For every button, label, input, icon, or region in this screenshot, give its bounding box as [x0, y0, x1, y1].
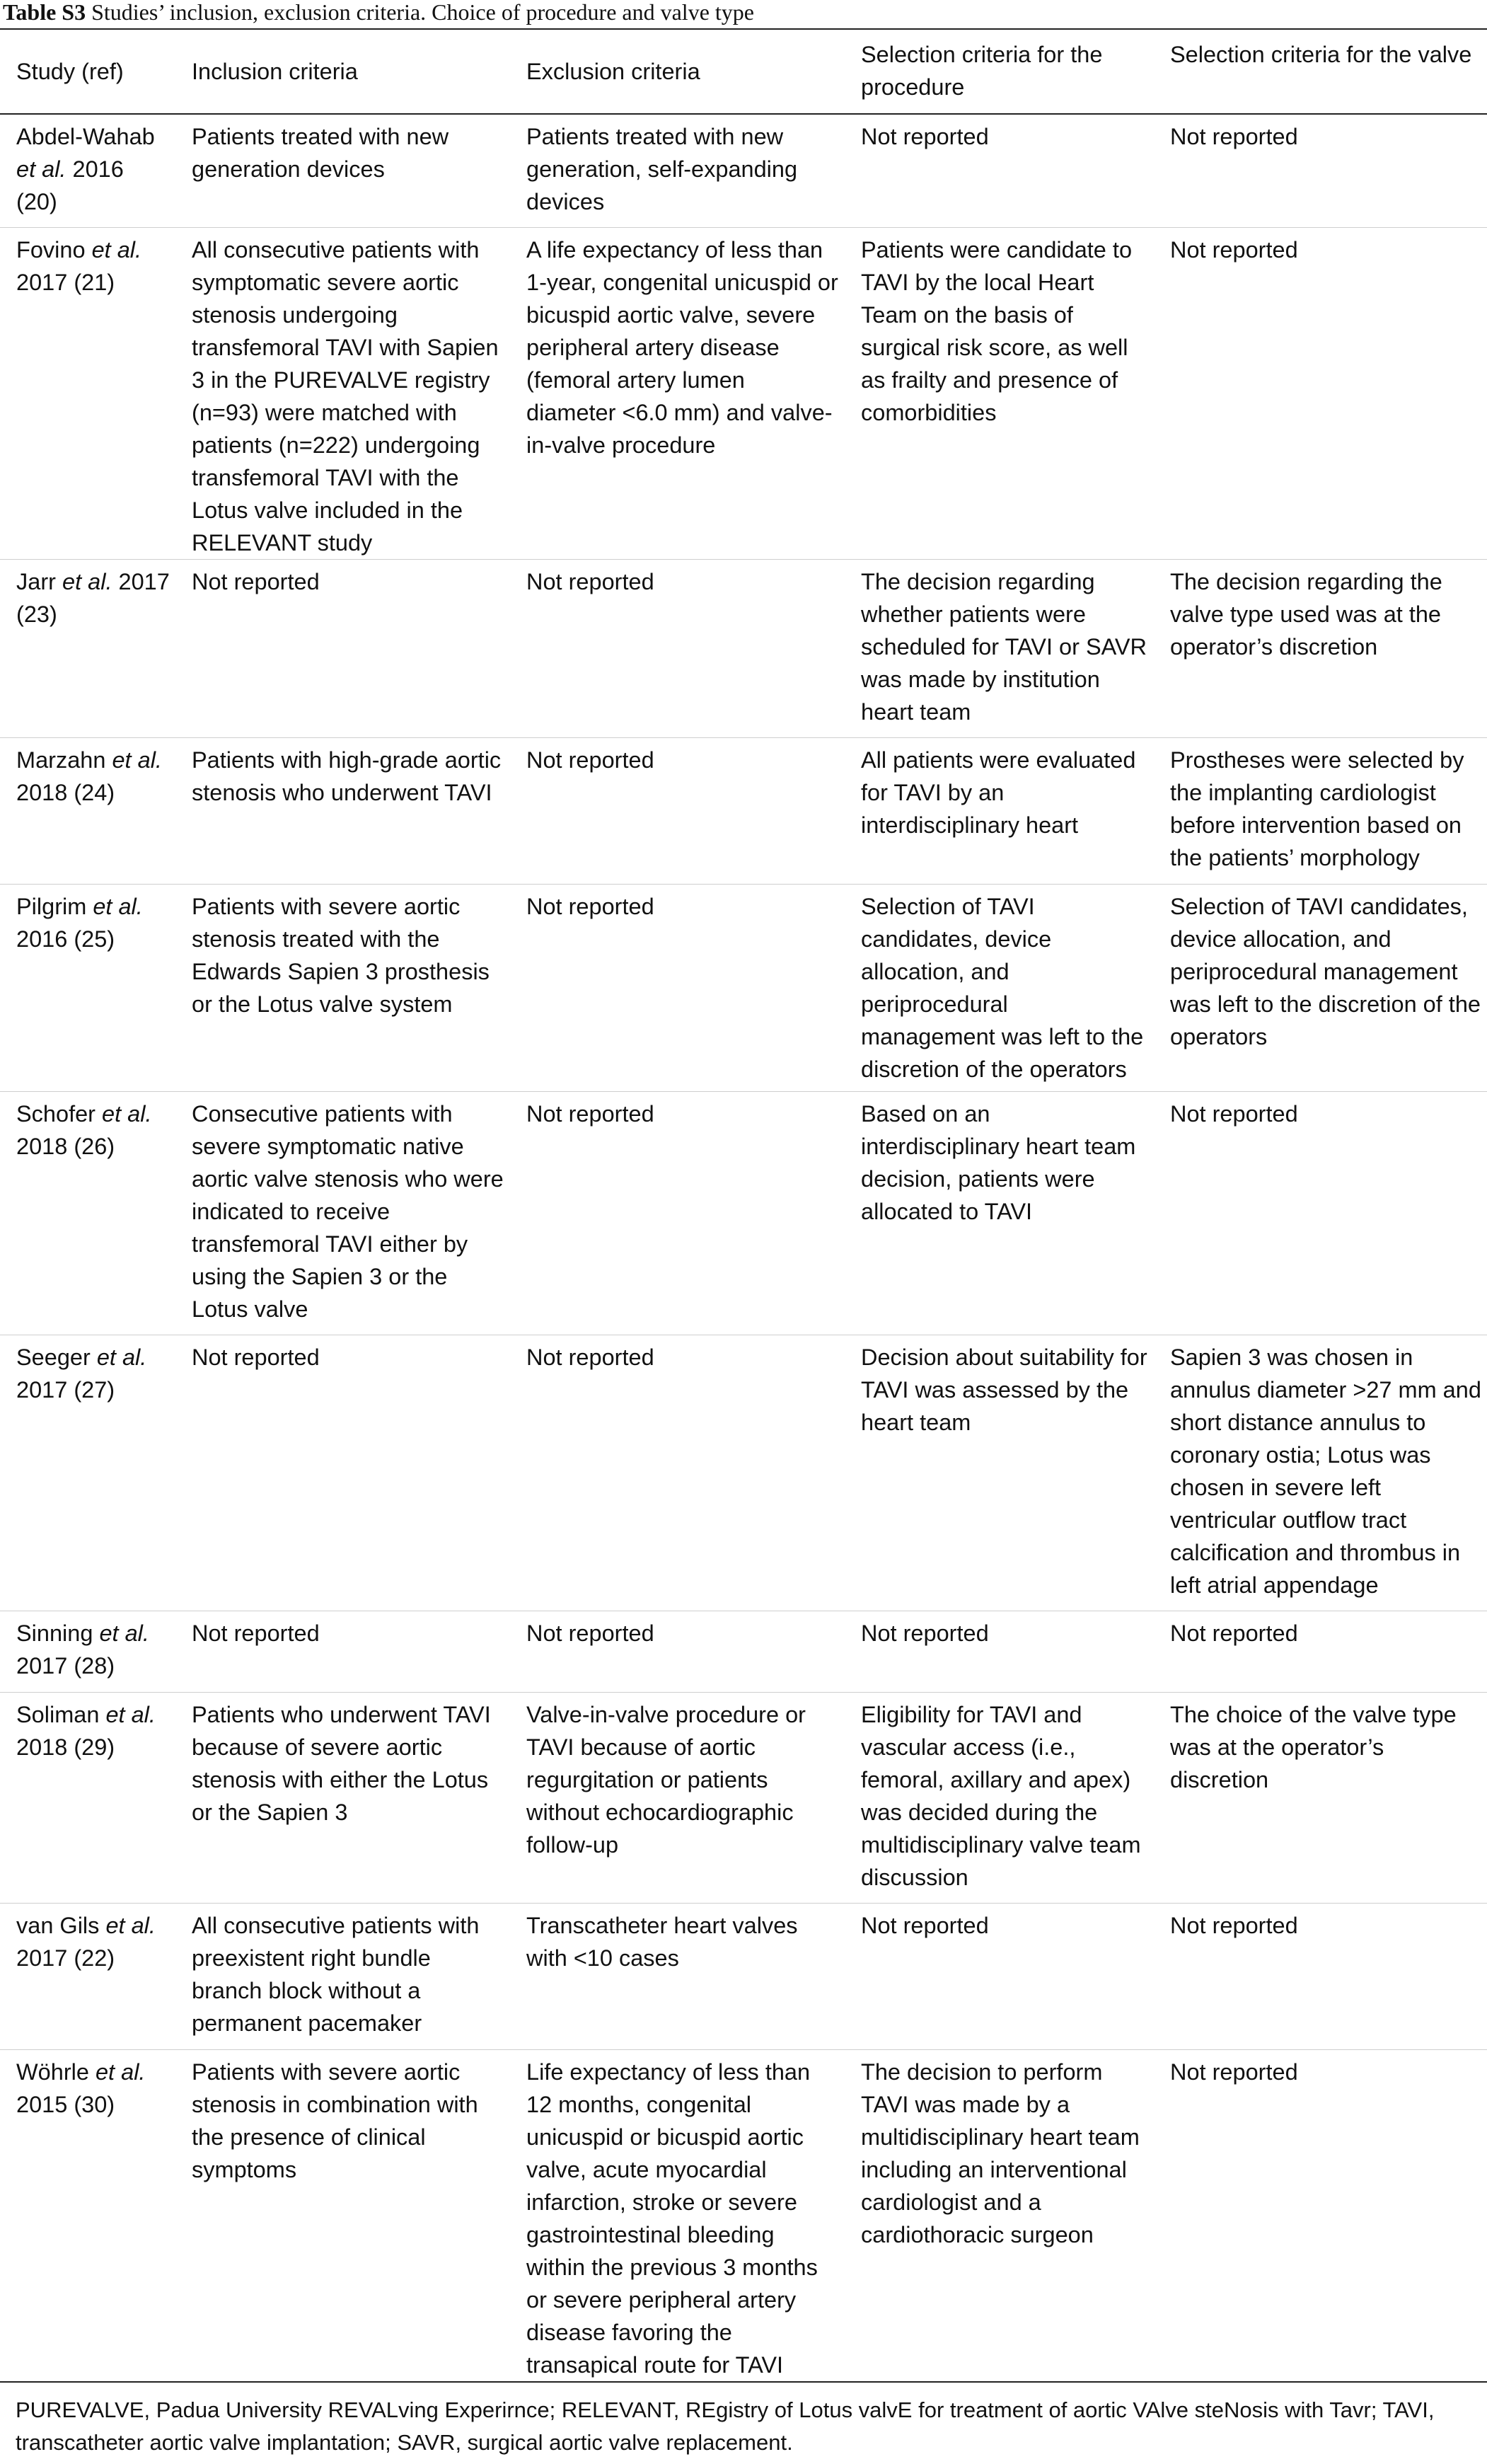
header-procedure: Selection criteria for the procedure: [845, 29, 1154, 114]
table-row: [0, 737, 1487, 884]
cell-inclusion: Not reported: [175, 1611, 510, 1692]
cell-study: [0, 559, 175, 737]
cell-valve: Selection of TAVI candidates, device allocation, and periprocedural management was left to the discretion of the operators: [1154, 884, 1487, 1091]
study-author: Abdel-Wahab: [16, 124, 155, 149]
study-author: Wöhrle: [16, 2059, 89, 2085]
cell-study: [0, 1903, 175, 2049]
study-et-al: et al.: [91, 236, 142, 263]
cell-procedure: Decision about suitability for TAVI was assessed by the heart team: [845, 1335, 1154, 1611]
study-year-ref: 2018 (24): [16, 779, 115, 805]
study-year-ref: 2018 (26): [16, 1133, 115, 1159]
cell-valve: Not reported: [1154, 2049, 1487, 2382]
study-year-ref: 2015 (30): [16, 2091, 115, 2117]
study-et-al: et al.: [102, 1100, 152, 1127]
cell-procedure: Eligibility for TAVI and vascular access (i.e., femoral, axillary and apex) was decided during the multidisciplinary valve team discussion: [845, 1692, 1154, 1903]
cell-valve: Not reported: [1154, 227, 1487, 559]
cell-exclusion: Transcatheter heart valves with <10 cases: [510, 1903, 845, 2049]
study-et-al: et al.: [93, 893, 143, 919]
cell-exclusion: Valve-in-valve procedure or TAVI because of aortic regurgitation or patients without echocardiographic follow-up: [510, 1692, 845, 1903]
header-exclusion: Exclusion criteria: [510, 29, 845, 114]
cell-procedure: Not reported: [845, 1611, 1154, 1692]
cell-valve: The decision regarding the valve type used was at the operator’s discretion: [1154, 559, 1487, 737]
cell-study: [0, 1611, 175, 1692]
study-year-ref: 2017 (28): [16, 1652, 115, 1679]
study-et-al: et al.: [105, 1912, 156, 1938]
study-et-al: et al.: [105, 1701, 156, 1727]
cell-exclusion: Not reported: [510, 884, 845, 1091]
cell-study: [0, 1692, 175, 1903]
table-row: [0, 1611, 1487, 1692]
cell-valve: Not reported: [1154, 1903, 1487, 2049]
study-author: van Gils: [16, 1912, 100, 1938]
cell-valve: Prostheses were selected by the implanting cardiologist before intervention based on the patients’ morphology: [1154, 737, 1487, 884]
study-et-al: et al.: [62, 568, 112, 594]
cell-procedure: The decision to perform TAVI was made by a multidisciplinary heart team including an interventional cardiologist and a cardiothoracic surgeon: [845, 2049, 1154, 2382]
cell-inclusion: Patients with high-grade aortic stenosis who underwent TAVI: [175, 737, 510, 884]
cell-inclusion: Consecutive patients with severe symptomatic native aortic valve stenosis who were indicated to receive transfemoral TAVI either by using the Sapien 3 or the Lotus valve: [175, 1091, 510, 1335]
cell-procedure: All patients were evaluated for TAVI by an interdisciplinary heart: [845, 737, 1154, 884]
study-year-ref: 2016 (20): [16, 156, 124, 214]
study-author: Schofer: [16, 1100, 96, 1127]
cell-exclusion: Life expectancy of less than 12 months, congenital unicuspid or bicuspid aortic valve, acute myocardial infarction, stroke or severe gastrointestinal bleeding within the previous 3 months or severe peripheral artery disease favoring the transapical route for TAVI: [510, 2049, 845, 2382]
study-year-ref: 2017 (23): [16, 568, 170, 627]
study-author: Soliman: [16, 1701, 100, 1727]
study-et-al: et al.: [16, 156, 66, 182]
criteria-table: [0, 28, 1487, 2383]
cell-inclusion: Not reported: [175, 1335, 510, 1611]
cell-exclusion: Not reported: [510, 1611, 845, 1692]
header-row: [0, 29, 1487, 114]
table-footnote: PUREVALVE, Padua University REVALving Experirnce; RELEVANT, REgistry of Lotus valvE for treatment of aortic VAlve steNosis with Tavr; TAVI, transcatheter aortic valve implantation; SAVR, surgical aortic valve replacement.: [16, 2397, 1435, 2455]
table-row: [0, 559, 1487, 737]
cell-study: [0, 2049, 175, 2382]
cell-valve: Sapien 3 was chosen in annulus diameter >27 mm and short distance annulus to coronary ostia; Lotus was chosen in severe left ventricular outflow tract calcification and thrombus in left atrial appendage: [1154, 1335, 1487, 1611]
study-year-ref: 2017 (27): [16, 1376, 115, 1403]
table-row: [0, 1335, 1487, 1611]
cell-exclusion: Not reported: [510, 1091, 845, 1335]
cell-valve: Not reported: [1154, 1611, 1487, 1692]
header-inclusion: Inclusion criteria: [175, 29, 510, 114]
study-year-ref: 2016 (25): [16, 926, 115, 952]
table-row: [0, 1091, 1487, 1335]
table-caption-label: Table S3: [3, 0, 86, 25]
cell-valve: The choice of the valve type was at the operator’s discretion: [1154, 1692, 1487, 1903]
cell-exclusion: Patients treated with new generation, self-expanding devices: [510, 114, 845, 227]
table-row: [0, 114, 1487, 227]
cell-inclusion: All consecutive patients with symptomatic severe aortic stenosis undergoing transfemoral TAVI with Sapien 3 in the PUREVALVE registry (n=93) were matched with patients (n=222) undergoing transfemoral TAVI with the Lotus valve included in the RELEVANT study: [175, 227, 510, 559]
study-author: Seeger: [16, 1344, 91, 1370]
study-year-ref: 2017 (22): [16, 1945, 115, 1971]
cell-procedure: Selection of TAVI candidates, device allocation, and periprocedural management was left to the discretion of the operators: [845, 884, 1154, 1091]
cell-study: [0, 1335, 175, 1611]
cell-exclusion: Not reported: [510, 1335, 845, 1611]
table-caption-text: Studies’ inclusion, exclusion criteria. Choice of procedure and valve type: [91, 0, 754, 25]
cell-exclusion: Not reported: [510, 737, 845, 884]
study-author: Jarr: [16, 568, 56, 594]
cell-procedure: Patients were candidate to TAVI by the local Heart Team on the basis of surgical risk score, as well as frailty and presence of comorbidities: [845, 227, 1154, 559]
cell-study: [0, 227, 175, 559]
study-author: Sinning: [16, 1620, 93, 1646]
cell-inclusion: Patients who underwent TAVI because of severe aortic stenosis with either the Lotus or the Sapien 3: [175, 1692, 510, 1903]
table-row: [0, 1692, 1487, 1903]
cell-valve: Not reported: [1154, 114, 1487, 227]
cell-study: [0, 114, 175, 227]
cell-procedure: Not reported: [845, 1903, 1154, 2049]
table-row: [0, 1903, 1487, 2049]
cell-inclusion: Patients with severe aortic stenosis in combination with the presence of clinical symptoms: [175, 2049, 510, 2382]
table-row: [0, 227, 1487, 559]
cell-study: [0, 884, 175, 1091]
cell-inclusion: Not reported: [175, 559, 510, 737]
cell-inclusion: Patients with severe aortic stenosis treated with the Edwards Sapien 3 prosthesis or the Lotus valve system: [175, 884, 510, 1091]
cell-study: [0, 1091, 175, 1335]
cell-procedure: Not reported: [845, 114, 1154, 227]
study-author: Fovino: [16, 236, 86, 263]
study-et-al: et al.: [99, 1620, 149, 1646]
cell-valve: Not reported: [1154, 1091, 1487, 1335]
study-year-ref: 2017 (21): [16, 269, 115, 295]
header-study: Study (ref): [0, 29, 175, 114]
cell-inclusion: Patients treated with new generation devices: [175, 114, 510, 227]
study-author: Marzahn: [16, 747, 106, 773]
study-et-al: et al.: [96, 1344, 147, 1370]
table-caption: [3, 0, 754, 25]
table-row: [0, 2049, 1487, 2382]
cell-procedure: Based on an interdisciplinary heart team decision, patients were allocated to TAVI: [845, 1091, 1154, 1335]
cell-study: [0, 737, 175, 884]
cell-inclusion: All consecutive patients with preexistent right bundle branch block without a permanent pacemaker: [175, 1903, 510, 2049]
cell-exclusion: A life expectancy of less than 1-year, congenital unicuspid or bicuspid aortic valve, severe peripheral artery disease (femoral artery lumen diameter <6.0 mm) and valve-in-valve procedure: [510, 227, 845, 559]
cell-exclusion: Not reported: [510, 559, 845, 737]
cell-procedure: The decision regarding whether patients were scheduled for TAVI or SAVR was made by institution heart team: [845, 559, 1154, 737]
study-year-ref: 2018 (29): [16, 1734, 115, 1760]
study-et-al: et al.: [112, 747, 162, 773]
study-et-al: et al.: [95, 2059, 146, 2085]
header-valve: Selection criteria for the valve: [1154, 29, 1487, 114]
table-row: [0, 884, 1487, 1091]
study-author: Pilgrim: [16, 893, 87, 919]
